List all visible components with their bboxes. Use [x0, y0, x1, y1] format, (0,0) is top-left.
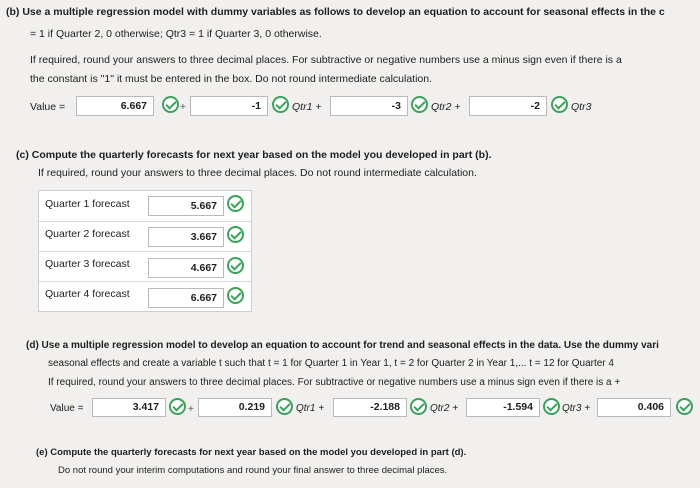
part-c-title: (c) Compute the quarterly forecasts for next year based on the model you developed in part (b). — [16, 149, 492, 161]
d-qtr2-term: Qtr2 + — [430, 403, 459, 414]
check-icon — [551, 96, 568, 113]
value-label: Value = — [50, 403, 84, 414]
forecast-label: Quarter 4 forecast — [45, 288, 130, 300]
plus-sign: + — [188, 404, 194, 415]
check-icon — [162, 96, 179, 113]
qtr2-coef-input[interactable]: -3 — [330, 96, 408, 116]
quarter2-forecast-input[interactable]: 3.667 — [148, 227, 224, 247]
d-qtr2-coef-input[interactable]: -1.594 — [466, 398, 540, 417]
d-qtr1-coef-input[interactable]: -2.188 — [333, 398, 407, 417]
check-icon — [227, 195, 244, 212]
qtr1-term: Qtr1 + — [292, 101, 322, 113]
forecast-label: Quarter 3 forecast — [45, 258, 130, 270]
check-icon — [410, 398, 427, 415]
qtr2-term: Qtr2 + — [431, 101, 461, 113]
part-b-dummy-definition: = 1 if Quarter 2, 0 otherwise; Qtr3 = 1 if Quarter 3, 0 otherwise. — [30, 28, 322, 40]
part-d-title: (d) Use a multiple regression model to develop an equation to account for trend and seasonal effects in the data. Use the dummy vari — [26, 340, 659, 351]
forecast-label: Quarter 2 forecast — [45, 228, 130, 240]
forecast-label: Quarter 1 forecast — [45, 198, 130, 210]
check-icon — [272, 96, 289, 113]
part-b-instruction-2: the constant is "1" it must be entered in the box. Do not round intermediate calculation. — [30, 73, 433, 85]
check-icon — [227, 257, 244, 274]
qtr3-term: Qtr3 — [571, 101, 592, 113]
constant-input[interactable]: 6.667 — [76, 96, 154, 116]
check-icon — [227, 226, 244, 243]
part-b-title: (b) Use a multiple regression model with dummy variables as follows to develop an equation to account for seasonal effects in the c — [6, 6, 665, 18]
qtr3-coef-input[interactable]: -2 — [469, 96, 547, 116]
d-t-coef-input[interactable]: 0.219 — [198, 398, 272, 417]
check-icon — [276, 398, 293, 415]
part-d-definition: seasonal effects and create a variable t such that t = 1 for Quarter 1 in Year 1, t = 2 for Quarter 2 in Year 1,... t = 12 for Quarter 4 — [48, 358, 614, 369]
d-constant-input[interactable]: 3.417 — [92, 398, 166, 417]
d-qtr3-term: Qtr3 + — [562, 403, 591, 414]
part-d-instruction: If required, round your answers to three decimal places. For subtractive or negative numbers use a minus sign even if there is a + — [48, 377, 621, 388]
check-icon — [543, 398, 560, 415]
check-icon — [676, 398, 693, 415]
plus-sign: + — [180, 102, 186, 113]
part-b-instruction-1: If required, round your answers to three decimal places. For subtractive or negative numbers use a minus sign even if there is a — [30, 54, 622, 66]
part-c-instruction: If required, round your answers to three decimal places. Do not round intermediate calculation. — [38, 167, 477, 179]
d-qtr1-term: Qtr1 + — [296, 403, 325, 414]
part-e-instruction: Do not round your interim computations and round your final answer to three decimal places. — [58, 465, 448, 476]
part-e-title: (e) Compute the quarterly forecasts for next year based on the model you developed in part (d). — [36, 447, 467, 458]
value-label: Value = — [30, 101, 66, 113]
quarter1-forecast-input[interactable]: 5.667 — [148, 196, 224, 216]
check-icon — [411, 96, 428, 113]
qtr1-coef-input[interactable]: -1 — [190, 96, 268, 116]
check-icon — [169, 398, 186, 415]
quarter3-forecast-input[interactable]: 4.667 — [148, 258, 224, 278]
check-icon — [227, 287, 244, 304]
quarter4-forecast-input[interactable]: 6.667 — [148, 288, 224, 308]
d-qtr3-coef-input[interactable]: 0.406 — [597, 398, 671, 417]
